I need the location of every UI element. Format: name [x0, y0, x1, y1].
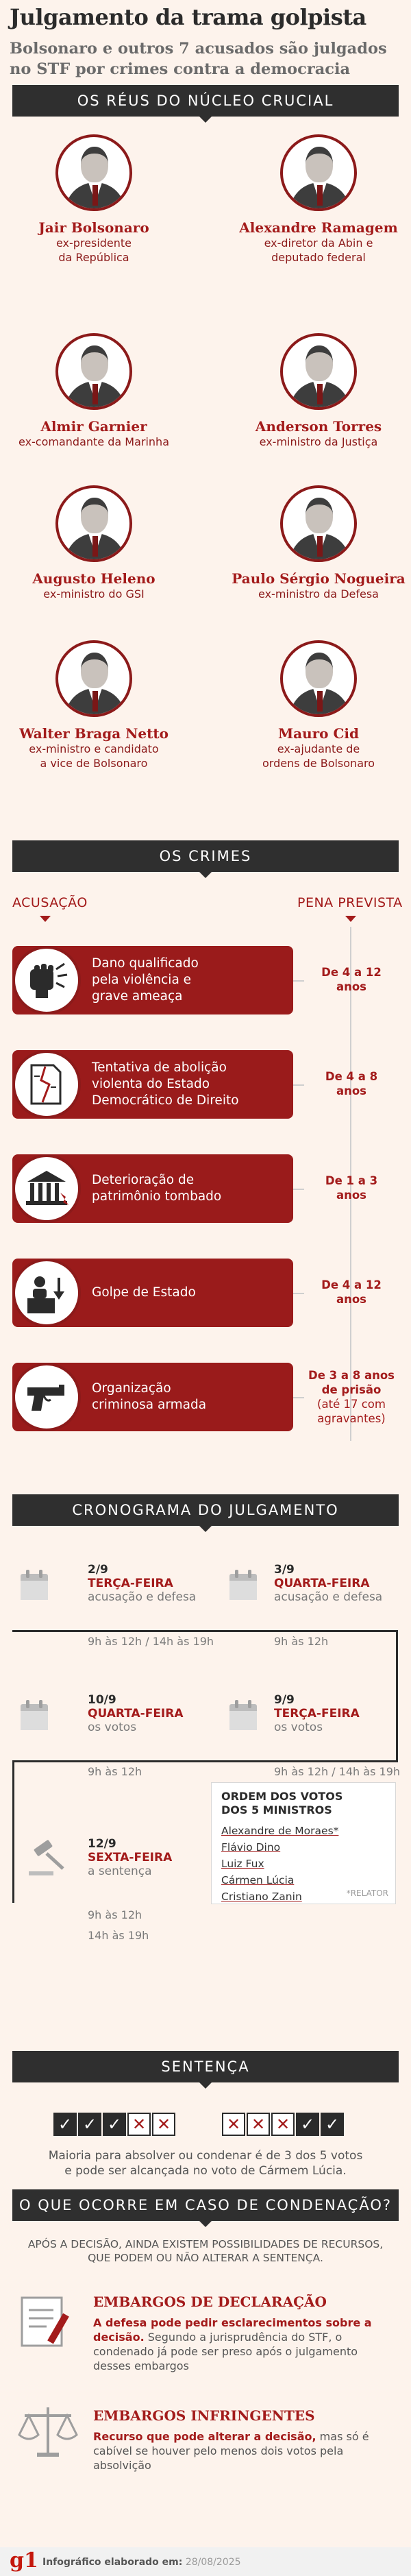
- section-schedule-header: CRONOGRAMA DO JULGAMENTO: [12, 1494, 399, 1526]
- section-conviction-header: O QUE OCORRE EM CASO DE CONDENAÇÃO?: [12, 2189, 399, 2221]
- portrait-icon: [280, 333, 357, 410]
- page-title: Julgamento da trama golpista: [10, 4, 366, 30]
- connector-line: [293, 980, 304, 982]
- calendar-icon: [21, 1700, 48, 1730]
- defendant-card: [226, 640, 411, 770]
- fist-icon: [12, 946, 81, 1014]
- accusation-column-label: ACUSAÇÃO: [12, 895, 88, 910]
- vote-x-icon: ✕: [152, 2113, 175, 2136]
- defendant-role: a vice de Bolsonaro: [40, 757, 148, 770]
- defendant-name: Augusto Heleno: [32, 570, 155, 587]
- defendant-name: Alexandre Ramagem: [239, 219, 398, 236]
- defendant-card: [1, 485, 186, 601]
- penalty-label: De 3 a 8 anos de prisão (até 17 com agravantes): [308, 1369, 395, 1425]
- calendar-icon: [229, 1570, 257, 1600]
- schedule-day: 3/9 QUARTA-FEIRA acusação e defesa: [274, 1563, 383, 1604]
- appeals-intro: APÓS A DECISÃO, AINDA EXISTEM POSSIBILIDADES DE RECURSOS, QUE PODEM OU NÃO ALTERAR A SENTENÇA.: [27, 2238, 384, 2264]
- crime-label: criminosa armada: [92, 1398, 207, 1412]
- penalty-label: De 4 a 8 anos: [325, 1070, 378, 1097]
- votes-order-box: ORDEM DOS VOTOS DOS 5 MINISTROS Alexandre de Moraes* Flávio Dino Luiz Fux Cármen Lúcia Cristiano Zanin *RELATOR: [211, 1782, 396, 1904]
- schedule-day: 10/9 QUARTA-FEIRA os votos: [88, 1693, 184, 1734]
- appeal-description: Recurso que pode alterar a decisão, mas só é cabível se houver pelo menos dois votos pela absolvição: [93, 2430, 369, 2472]
- chevron-down-icon: [345, 916, 356, 922]
- minister-name: Flávio Dino: [221, 1841, 281, 1854]
- crime-label: Deterioração de: [92, 1173, 195, 1187]
- defendant-name: Anderson Torres: [255, 418, 382, 435]
- timeline-line: [396, 1630, 398, 1760]
- schedule-time: 9h às 12h: [88, 1908, 142, 1921]
- vote-x-icon: ✕: [222, 2113, 245, 2136]
- connector-line: [293, 1084, 304, 1086]
- defendant-card: [1, 640, 186, 770]
- chevron-down-icon: [40, 916, 51, 922]
- vote-check-icon: ✓: [78, 2113, 101, 2136]
- schedule-day: 9/9 TERÇA-FEIRA os votos: [274, 1693, 360, 1734]
- section-defendants-header: OS RÉUS DO NÚCLEO CRUCIAL: [12, 85, 399, 117]
- timeline-line: [12, 1760, 398, 1762]
- vote-x-icon: ✕: [247, 2113, 270, 2136]
- portrait-icon: [280, 134, 357, 211]
- appeal-description: A defesa pode pedir esclarecimentos sobre a decisão. Segundo a jurisprudência do STF, o condenado já pode ser preso após o julgamento desses embargos: [93, 2316, 372, 2372]
- gavel-icon: [27, 1837, 75, 1881]
- portrait-icon: [280, 640, 357, 717]
- minister-name: Alexandre de Moraes*: [221, 1825, 339, 1837]
- appeal-title: EMBARGOS DE DECLARAÇÃO: [93, 2294, 327, 2310]
- penalty-column-label: PENA PREVISTA: [297, 895, 403, 910]
- calendar-icon: [229, 1700, 257, 1730]
- defendant-name: Jair Bolsonaro: [38, 219, 149, 236]
- timeline-line: [12, 1760, 14, 1903]
- defendant-card: [226, 134, 411, 265]
- vote-check-icon: ✓: [321, 2113, 344, 2136]
- document-pen-icon: [15, 2292, 81, 2354]
- defendant-name: Almir Garnier: [40, 418, 147, 435]
- section-sentence-header: SENTENÇA: [12, 2051, 399, 2082]
- crime-card: [12, 1363, 293, 1431]
- defendant-role: ex-ministro do GSI: [43, 587, 145, 600]
- calendar-icon: [21, 1570, 48, 1600]
- defendant-role: ex-presidente: [55, 236, 132, 250]
- minister-name: Cristiano Zanin: [221, 1891, 302, 1903]
- schedule-time: 9h às 12h: [88, 1765, 142, 1778]
- sentence-explanation: Maioria para absolver ou condenar é de 3 dos 5 votos e pode ser alcançada no voto de Cármem Lúcia.: [48, 2149, 363, 2178]
- crime-card: [12, 1050, 293, 1119]
- vote-check-icon: ✓: [53, 2113, 77, 2136]
- schedule-time: 9h às 12h / 14h às 19h: [88, 1635, 214, 1648]
- defendant-role: ex-ministro e candidato: [29, 742, 159, 755]
- defendant-role: ordens de Bolsonaro: [262, 757, 375, 770]
- defendant-role: ex-comandante da Marinha: [18, 435, 169, 448]
- crime-label: pela violência e: [92, 973, 192, 987]
- schedule-time: 9h às 12h / 14h às 19h: [274, 1765, 401, 1778]
- crime-card: [12, 946, 293, 1014]
- defendant-role: ex-diretor da Abin e: [264, 236, 373, 250]
- minister-name: Luiz Fux: [221, 1858, 264, 1870]
- crime-label: Dano qualificado: [92, 956, 199, 971]
- defendant-role: ex-ministro da Justiça: [259, 435, 378, 448]
- portrait-icon: [55, 333, 132, 410]
- podium-down-icon: [12, 1259, 81, 1327]
- vote-check-icon: ✓: [103, 2113, 126, 2136]
- schedule-time: 9h às 12h: [274, 1635, 329, 1648]
- defendant-name: Paulo Sérgio Nogueira: [232, 570, 406, 587]
- gun-icon: [12, 1363, 81, 1431]
- defendant-name: Mauro Cid: [278, 725, 359, 742]
- penalty-label: De 1 a 3 anos: [325, 1174, 378, 1202]
- schedule-day: 12/9 SEXTA-FEIRA a sentença: [88, 1837, 173, 1878]
- penalty-label: De 4 a 12 anos: [321, 966, 382, 993]
- scales-icon: [15, 2401, 81, 2465]
- schedule-time: 14h às 19h: [88, 1929, 149, 1942]
- damaged-building-icon: [12, 1154, 81, 1223]
- portrait-icon: [280, 485, 357, 562]
- connector-line: [293, 1189, 304, 1190]
- defendant-role: ex-ministro da Defesa: [258, 587, 379, 600]
- timeline-line: [12, 1630, 397, 1632]
- connector-line: [293, 1293, 304, 1294]
- penalty-label: De 4 a 12 anos: [321, 1278, 382, 1306]
- vote-x-icon: ✕: [127, 2113, 151, 2136]
- vote-check-icon: ✓: [296, 2113, 319, 2136]
- crime-label: Tentativa de abolição: [92, 1060, 227, 1075]
- defendant-role: deputado federal: [271, 251, 366, 264]
- crime-label: grave ameaça: [92, 989, 183, 1004]
- crime-label: violenta do Estado: [92, 1077, 210, 1091]
- portrait-icon: [55, 485, 132, 562]
- defendant-card: [226, 485, 411, 601]
- crime-label: Democrático de Direito: [92, 1093, 239, 1108]
- schedule-day: 2/9 TERÇA-FEIRA acusação e defesa: [88, 1563, 197, 1604]
- crime-card: [12, 1259, 293, 1327]
- appeal-title: EMBARGOS INFRINGENTES: [93, 2407, 315, 2424]
- rapporteur-note: *RELATOR: [346, 1888, 388, 1898]
- defendant-role: ex-ajudante de: [277, 742, 360, 755]
- defendant-role: da República: [58, 251, 129, 264]
- minister-name: Cármen Lúcia: [221, 1874, 295, 1886]
- broken-document-icon: [12, 1050, 81, 1119]
- portrait-icon: [55, 134, 132, 211]
- defendant-card: [1, 333, 186, 449]
- crime-label: Golpe de Estado: [92, 1285, 196, 1300]
- credit-text: Infográfico elaborado em: 28/08/2025: [42, 2557, 241, 2568]
- defendant-name: Walter Braga Netto: [19, 725, 169, 742]
- connector-line: [293, 1397, 304, 1398]
- section-crimes-header: OS CRIMES: [12, 840, 399, 872]
- vote-x-icon: ✕: [271, 2113, 295, 2136]
- crime-label: patrimônio tombado: [92, 1189, 222, 1204]
- defendant-card: [226, 333, 411, 449]
- page-subtitle: Bolsonaro e outros 7 acusados são julgados no STF por crimes contra a democracia: [10, 40, 387, 78]
- portrait-icon: [55, 640, 132, 717]
- g1-logo: g1: [10, 2549, 38, 2573]
- crime-label: Organização: [92, 1381, 171, 1396]
- defendant-card: [1, 134, 186, 265]
- crime-card: [12, 1154, 293, 1223]
